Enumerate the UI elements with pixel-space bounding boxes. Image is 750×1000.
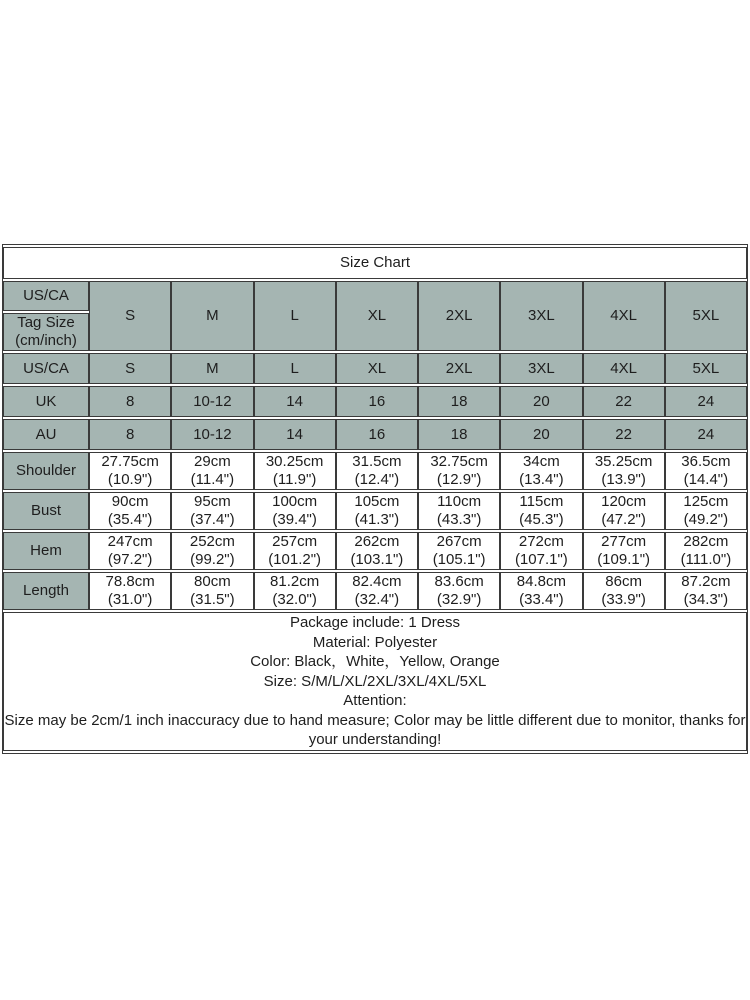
note-line: Size may be 2cm/1 inch inaccuracy due to hand measure; Color may be little different due to monitor, thanks for your understanding! bbox=[4, 711, 746, 748]
row-label: AU bbox=[3, 419, 89, 450]
row-label: Length bbox=[3, 572, 89, 610]
value-cell bbox=[171, 572, 253, 610]
value-cm: 95cm bbox=[194, 493, 231, 510]
size-column-header: 4XL bbox=[583, 281, 665, 351]
value-cell bbox=[254, 452, 336, 490]
value-cell bbox=[418, 492, 500, 530]
table-row bbox=[3, 492, 747, 530]
value-cell: 8 bbox=[89, 386, 171, 417]
value-cm: 247cm bbox=[107, 533, 153, 550]
value-cell bbox=[89, 532, 171, 570]
table-title: Size Chart bbox=[3, 247, 747, 279]
value-cell: 16 bbox=[336, 419, 418, 450]
value-inch: (103.1") bbox=[350, 551, 404, 568]
value-inch: (41.3") bbox=[354, 511, 400, 528]
value-inch: (11.9") bbox=[272, 471, 317, 488]
value-inch: (37.4") bbox=[190, 511, 235, 528]
value-cm: 84.8cm bbox=[516, 573, 566, 590]
value-cell bbox=[583, 572, 665, 610]
notes-row bbox=[3, 612, 747, 751]
value-cm: 80cm bbox=[194, 573, 231, 590]
value-inch: (13.9") bbox=[601, 471, 646, 488]
size-chart-table bbox=[2, 244, 748, 754]
value-cm: 87.2cm bbox=[681, 573, 731, 590]
value-cm: 125cm bbox=[683, 493, 729, 510]
value-cm: 29cm bbox=[194, 453, 231, 470]
row-label: Hem bbox=[3, 532, 89, 570]
value-cell: 4XL bbox=[583, 353, 665, 384]
value-cm: 272cm bbox=[518, 533, 564, 550]
value-cell: 24 bbox=[665, 419, 747, 450]
corner-tag-size-line1: Tag Size bbox=[17, 314, 75, 331]
value-inch: (107.1") bbox=[514, 551, 568, 568]
value-inch: (99.2") bbox=[190, 551, 235, 568]
value-cm: 105cm bbox=[354, 493, 400, 510]
value-cm: 78.8cm bbox=[105, 573, 155, 590]
value-cell: 24 bbox=[665, 386, 747, 417]
size-column-header: 5XL bbox=[665, 281, 747, 351]
title-row bbox=[3, 247, 747, 279]
value-inch: (101.2") bbox=[268, 551, 322, 568]
value-cell bbox=[254, 532, 336, 570]
table-row bbox=[3, 353, 747, 384]
value-cell: 16 bbox=[336, 386, 418, 417]
value-cell bbox=[418, 532, 500, 570]
value-cell: 20 bbox=[500, 419, 582, 450]
row-label: US/CA bbox=[3, 353, 89, 384]
value-inch: (111.0") bbox=[680, 551, 732, 568]
value-cell: 14 bbox=[254, 419, 336, 450]
value-cell: M bbox=[171, 353, 253, 384]
value-inch: (32.9") bbox=[436, 591, 482, 608]
value-cm: 82.4cm bbox=[352, 573, 402, 590]
note-line: Material: Polyester bbox=[312, 633, 438, 651]
size-column-header: 2XL bbox=[418, 281, 500, 351]
value-inch: (105.1") bbox=[432, 551, 486, 568]
corner-tag-size-line2: (cm/inch) bbox=[15, 332, 77, 349]
value-cell: 22 bbox=[583, 419, 665, 450]
value-inch: (14.4") bbox=[683, 471, 729, 488]
value-cell: L bbox=[254, 353, 336, 384]
value-cell bbox=[665, 452, 747, 490]
value-cell bbox=[583, 532, 665, 570]
value-cm: 282cm bbox=[683, 533, 729, 550]
value-cell bbox=[583, 492, 665, 530]
value-inch: (34.3") bbox=[683, 591, 729, 608]
value-inch: (11.4") bbox=[190, 471, 235, 488]
value-cell bbox=[665, 532, 747, 570]
value-cell: 5XL bbox=[665, 353, 747, 384]
value-inch: (31.0") bbox=[107, 591, 153, 608]
value-cm: 120cm bbox=[601, 493, 647, 510]
value-cell: 3XL bbox=[500, 353, 582, 384]
value-cm: 100cm bbox=[272, 493, 318, 510]
corner-us-ca: US/CA bbox=[3, 281, 89, 311]
value-cell bbox=[171, 492, 253, 530]
value-cell bbox=[336, 532, 418, 570]
note-line: Attention: bbox=[343, 692, 407, 709]
value-cm: 83.6cm bbox=[434, 573, 484, 590]
value-inch: (49.2") bbox=[683, 511, 729, 528]
note-line: Package include: 1 Dress bbox=[289, 614, 461, 631]
value-cell: 2XL bbox=[418, 353, 500, 384]
table-row bbox=[3, 532, 747, 570]
value-cell: 22 bbox=[583, 386, 665, 417]
value-cell bbox=[336, 492, 418, 530]
row-label: Shoulder bbox=[3, 452, 89, 490]
value-cell bbox=[665, 572, 747, 610]
value-inch: (39.4") bbox=[272, 511, 317, 528]
corner-tag-size bbox=[3, 313, 89, 351]
size-column-header: L bbox=[254, 281, 336, 351]
value-cm: 110cm bbox=[437, 493, 482, 510]
header-row-top bbox=[3, 281, 747, 311]
value-cell bbox=[89, 452, 171, 490]
value-inch: (32.0") bbox=[272, 591, 317, 608]
size-column-header: 3XL bbox=[500, 281, 582, 351]
value-cell bbox=[500, 492, 582, 530]
value-inch: (43.3") bbox=[436, 511, 482, 528]
value-inch: (109.1") bbox=[597, 551, 651, 568]
value-cell bbox=[171, 452, 253, 490]
value-cell bbox=[89, 492, 171, 530]
value-cell bbox=[336, 572, 418, 610]
value-cell bbox=[500, 572, 582, 610]
value-inch: (97.2") bbox=[107, 551, 153, 568]
note-line: Size: S/M/L/XL/2XL/3XL/4XL/5XL bbox=[263, 672, 487, 690]
table-row bbox=[3, 452, 747, 490]
value-inch: (33.9") bbox=[601, 591, 646, 608]
value-cm: 35.25cm bbox=[594, 453, 653, 470]
value-inch: (33.4") bbox=[519, 591, 564, 608]
table-row bbox=[3, 572, 747, 610]
value-inch: (32.4") bbox=[354, 591, 400, 608]
note-line: Color: Black，White，Yellow, Orange bbox=[250, 653, 500, 670]
value-cm: 30.25cm bbox=[265, 453, 324, 470]
row-label: Bust bbox=[3, 492, 89, 530]
value-cell bbox=[89, 572, 171, 610]
value-cell bbox=[665, 492, 747, 530]
value-cm: 252cm bbox=[189, 533, 235, 550]
table-row bbox=[3, 386, 747, 417]
value-cell bbox=[254, 492, 336, 530]
value-cm: 81.2cm bbox=[270, 573, 320, 590]
size-column-header: XL bbox=[336, 281, 418, 351]
value-cell: 18 bbox=[418, 386, 500, 417]
value-cm: 257cm bbox=[272, 533, 318, 550]
value-cell bbox=[171, 532, 253, 570]
value-cm: 277cm bbox=[601, 533, 647, 550]
value-cell bbox=[254, 572, 336, 610]
value-inch: (13.4") bbox=[519, 471, 564, 488]
value-cell: 18 bbox=[418, 419, 500, 450]
value-inch: (47.2") bbox=[601, 511, 646, 528]
value-cm: 27.75cm bbox=[101, 453, 159, 470]
value-inch: (12.9") bbox=[436, 471, 482, 488]
value-inch: (10.9") bbox=[107, 471, 153, 488]
value-cm: 86cm bbox=[605, 573, 642, 590]
value-cell: XL bbox=[336, 353, 418, 384]
value-inch: (35.4") bbox=[107, 511, 153, 528]
value-cell bbox=[336, 452, 418, 490]
value-cm: 34cm bbox=[523, 453, 560, 470]
table-row bbox=[3, 419, 747, 450]
product-notes bbox=[3, 612, 747, 751]
value-cell: 10-12 bbox=[171, 419, 253, 450]
value-cm: 262cm bbox=[354, 533, 400, 550]
value-cell bbox=[500, 452, 582, 490]
size-column-header: S bbox=[89, 281, 171, 351]
value-cm: 115cm bbox=[519, 493, 564, 510]
value-cm: 90cm bbox=[111, 493, 149, 510]
value-cm: 267cm bbox=[436, 533, 482, 550]
value-cell: 20 bbox=[500, 386, 582, 417]
value-cell: 14 bbox=[254, 386, 336, 417]
value-cell bbox=[418, 452, 500, 490]
row-label: UK bbox=[3, 386, 89, 417]
value-cell bbox=[418, 572, 500, 610]
size-column-header: M bbox=[171, 281, 253, 351]
value-inch: (31.5") bbox=[190, 591, 235, 608]
value-cell bbox=[583, 452, 665, 490]
value-inch: (12.4") bbox=[354, 471, 400, 488]
value-cm: 36.5cm bbox=[681, 453, 731, 470]
value-cm: 31.5cm bbox=[352, 453, 402, 470]
value-cell: 10-12 bbox=[171, 386, 253, 417]
value-cm: 32.75cm bbox=[430, 453, 488, 470]
value-cell: S bbox=[89, 353, 171, 384]
value-cell: 8 bbox=[89, 419, 171, 450]
value-inch: (45.3") bbox=[519, 511, 564, 528]
value-cell bbox=[500, 532, 582, 570]
